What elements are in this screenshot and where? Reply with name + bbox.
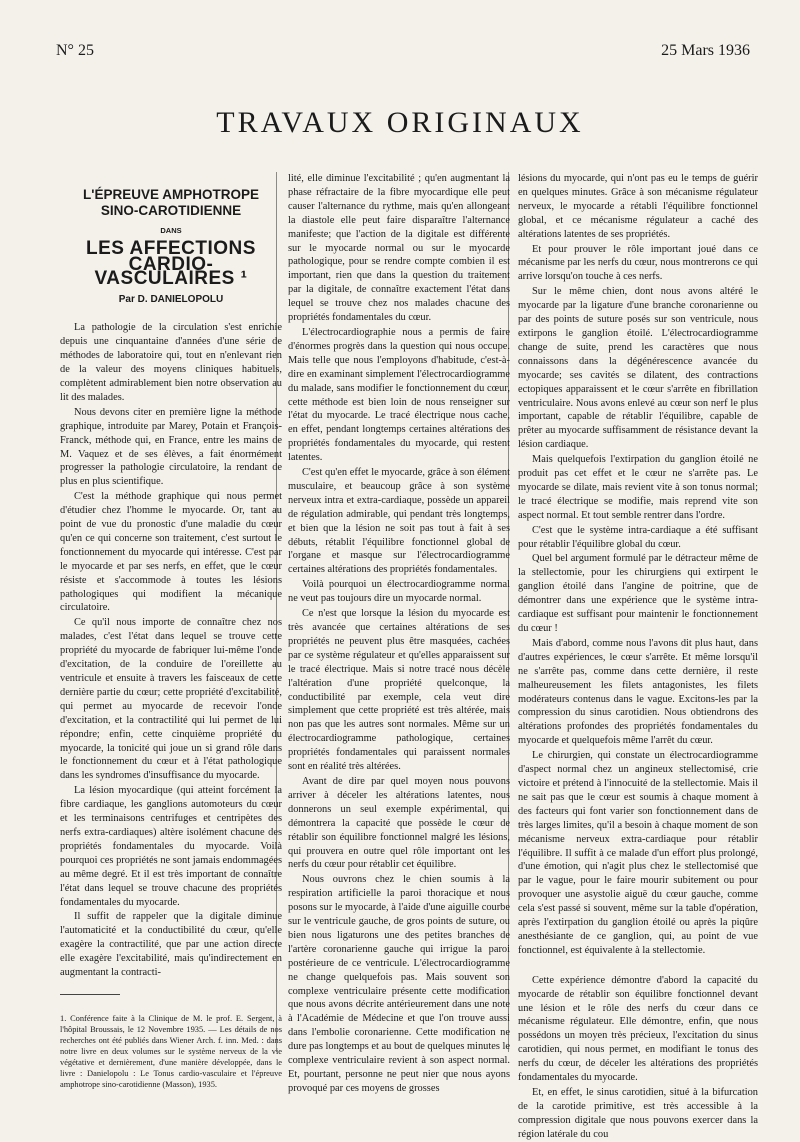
paragraph: Nous ouvrons chez le chien soumis à la respiration artificielle la paroi thoracique et nous posons sur le myocarde, à l'aide d'une aiguille courbe sur le ventricule gauche, de gros points de suture, ou bien nous ligaturons une des petites branches de l'artère coronarienne gauche qui irrigue la paroi postérieure de ce ventricule. L'électrocardiogramme ne change quelquefois pas. Mais souvent son complexe ventriculaire présente cette modification que nous avons décrite antérieurement dans une note à l'Académie de Médecine et que l'on trouve aussi dans l'embolie coronarienne. Cette modification ne dure pas longtemps et au bout de quelques minutes le complexe ventriculaire revient à son aspect normal. Et, pourtant, personne ne peut nier que nous ayons provoqué par ces moyens de grosses bbox=[288, 874, 510, 1094]
article-title: CARDIO-VASCULAIRES ¹ bbox=[94, 253, 248, 289]
paragraph: Il suffit de rappeler que la digitale diminue l'automaticité et la conductibilité du cœur, qu'elle exagère la contractilité, que par une action directe elle exagère l'excitabilité, mais qu'indirectement en augmentant la contracti- bbox=[60, 911, 282, 979]
section-title: TRAVAUX ORIGINAUX bbox=[216, 106, 584, 139]
paragraph: C'est qu'en effet le myocarde, grâce à son élément musculaire, et beaucoup grâce à son système nerveux intra et extra-cardiaque, possède un appareil de régulation admirable, qui pendant très longtemps, et bien que la lésion ne soit pas tout à fait à ses débuts, rétablit l'équilibre fonctionnel global de l'organe et masque sur l'électrocardiogramme certaines altérations des propriétés fondamentales. bbox=[288, 467, 510, 576]
article-title: LES AFFECTIONS bbox=[86, 237, 256, 259]
column-1 bbox=[60, 172, 282, 1090]
paragraph: Mais d'abord, comme nous l'avons dit plus haut, dans d'autres expériences, le cœur s'arrête. Et même lorsqu'il ne s'arrête pas, comme dans cette dernière, il reste malheureusement les filets antagonistes, les filets modérateurs contenus dans le vague. Excitons-les par la compression du sinus carotidien. Nous obtiendrons des altérations profondes des propriétés fondamentales du myocarde et quelquefois même l'arrêt du cœur. bbox=[518, 637, 758, 747]
paragraph: Mais quelquefois l'extirpation du ganglion étoilé ne produit pas cet effet et le cœur ne s'arrête pas. Le myocarde se dilate, mais revient vite à son tonus normal; le tracé électrique se modifie, mais reprend vite son aspect normal. Et tout semble rentrer dans l'ordre. bbox=[518, 454, 758, 521]
footnote-rule bbox=[60, 994, 120, 995]
paragraph: Ce qu'il nous importe de connaître chez nos malades, c'est l'état dans lequel se trouve cette propriété du myocarde de fabriquer lui-même l'onde d'excitation, de la conduire de l'oreillette au ventricule et ensuite à travers les faisceaux de cette dernière partie du cœur; cette propriété d'excitabilité, qui permet au myocarde de recevoir l'onde d'excitation, et la contractilité qui lui permet de lui répondre; enfin, cette cinquième propriété du myocarde, la tonicité qui joue un si grand rôle dans le fonctionnement du cœur et à l'état pathologique dans les syndromes d'insuffisance du myocarde. bbox=[60, 617, 282, 782]
column-3 bbox=[512, 172, 758, 1142]
footnote: 1. Conférence faite à la Clinique de M. le prof. E. Sergent, à l'hôpital Broussais, le 12 Novembre 1935. — Les détails de nos recherches ont été publiés dans Wiener Arch. f. inn. Med. : dans notre livre en deux volumes sur le système nerveux de la vie végétative et dernièrement, d'une manière développée, dans le livre : Danielopolu : Le Tonus cardio-vasculaire et l'épreuve amphotrope sino-carotidienne (Masson), 1935. bbox=[60, 1013, 282, 1089]
article-kicker: L'ÉPREUVE AMPHOTROPE bbox=[83, 187, 259, 202]
issue-date: 25 Mars 1936 bbox=[661, 42, 750, 59]
paragraph: C'est la méthode graphique qui nous permet d'étudier chez l'homme le myocarde. Or, tant au point de vue du pronostic d'une maladie du cœur qu'en ce qui concerne son traitement, c'est surtout le fonctionnement du myocarde qui intéresse. C'est par le myocarde et par ses nerfs, en effet, que le cœur résiste et s'accommode à toutes les lésions pathologiques qui modifient la mécanique circulatoire. bbox=[60, 491, 282, 614]
paragraph: Quel bel argument formulé par le détracteur même de la stellectomie, pour les chirurgiens qui extirpent le ganglion étoilé dans l'angine de poitrine, que de démontrer dans une expérience que le système intra-cardiaque est suffisant pour maintenir le fonctionnement du cœur ! bbox=[518, 553, 758, 634]
paragraph: lité, elle diminue l'excitabilité ; qu'en augmentant la phase réfractaire de la fibre myocardique elle peut causer l'alternance du rythme, mais qu'en allongeant la diastole elle peut faire disparaître l'alternance manifeste; que l'action de la digitale est différente sur le myocarde normal ou sur le myocarde pathologique, pour se rendre compte combien il est important, rien que dans la question du traitement par la digitale, de connaître exactement l'état dans lequel se trouve chez nos malades chacune des propriétés fondamentales du cœur. bbox=[288, 173, 510, 324]
paragraph-spacer bbox=[518, 958, 758, 974]
paragraph: Cette expérience démontre d'abord la capacité du myocarde de rétablir son équilibre fonctionnel devant une lésion et le rôle des nerfs du cœur dans ce mécanisme régulateur. Elle démontre, enfin, que nous possédons un moyen très précieux, l'excitation du sinus carotidien, qui nous permet, en modifiant le tonus des nerfs du cœur, de déceler les altérations des propriétés fondamentales du myocarde. bbox=[518, 974, 758, 1084]
article-author: Par D. DANIELOPOLU bbox=[118, 294, 224, 306]
paragraph: La pathologie de la circulation s'est enrichie depuis une cinquantaine d'années d'une série de méthodes de laboratoire qui, tout en n'enlevant rien de la valeur des moyens cliniques habituels, complètent admirablement bien notre observation au lit des malades. bbox=[60, 322, 282, 403]
paragraph: Nous devons citer en première ligne la méthode graphique, introduite par Marey, Potain et François-Franck, méthode qui, en France, entre les mains de M. Vaquez et de ses élèves, a fait énormément progresser la pathologie circulatoire, la rendant de plus en plus scientifique. bbox=[60, 406, 282, 488]
article-kicker: DANS bbox=[160, 225, 182, 235]
paragraph: Et, en effet, le sinus carotidien, situé à la bifurcation de la carotide primitive, est très accessible à la compression digitale que nous pouvons exercer dans la région latérale du cou bbox=[518, 1087, 758, 1140]
paragraph: Le chirurgien, qui constate un électrocardiogramme d'aspect normal chez un angineux stellectomisé, crie victoire et prétend à l'innocuité de la stellectomie. Mais il ne sait pas que le cœur est soumis à chaque moment à des facteurs qui font varier son fonctionnement dans de très larges limites, qu'il a besoin à chaque moment de son mécanisme nerveux extra-cardiaque pour rétablir l'équilibre. Il suffit à ce malade d'un effort plus prolongé, d'une émotion, qui n'agit plus chez le stellectomisé que par le vague, pour le faire mourir subitement ou pour provoquer une asystolie aiguë du cœur gauche, comme cela s'est passé si souvent, même sur la table d'opération, après l'extirpation du ganglion étoilé ou après la piqûre anesthésiante de ce ganglion, qui, au point de vue fonctionnel, est équivalente à la stellectomie. bbox=[518, 750, 758, 956]
paragraph: La lésion myocardique (qui atteint forcément la fibre cardiaque, les ganglions automoteurs du cœur et les terminaisons centrifuges et centripètes des nerfs extra-cardiaques) altère isolément chacune des propriétés fondamentales du myocarde. Voilà pourquoi ces propriétés ne sont jamais endommagées au même degré. Et il est très important de connaître l'état dans lequel se trouve chacune des propriétés fondamentales du myocarde. bbox=[60, 785, 282, 908]
paragraph: Et pour prouver le rôle important joué dans ce mécanisme par les nerfs du cœur, nous montrerons ce qui arrive lorsqu'on touche à ces nerfs. bbox=[518, 243, 758, 283]
column-2 bbox=[282, 172, 510, 1096]
paragraph: lésions du myocarde, qui n'ont pas eu le temps de guérir en quelques minutes. Grâce à son mécanisme régulateur nerveux, le myocarde a rétabli l'équilibre fonctionnel global, et ce mécanisme régulateur a caché des altérations latentes de ses propriétés. bbox=[518, 173, 758, 240]
paragraph: Ce n'est que lorsque la lésion du myocarde est très avancée que certaines altérations de ses propriétés ne peuvent plus être masquées, cachées par ce système régulateur et qu'elles apparaissent sur le tracé électrique. Mais si notre tracé nous décèle l'altération d'une propriété quelconque, la conductibilité par exemple, cela veut dire simplement que cette propriété est très altérée, mais non pas que les autres sont normales. Même sur un électrocardiogramme pathologique, certaines propriétés fondamentales qui paraissent normales sont en réalité très altérées. bbox=[288, 608, 510, 773]
article-heading bbox=[60, 188, 282, 307]
issue-number: N° 25 bbox=[56, 42, 94, 59]
article-kicker: SINO-CAROTIDIENNE bbox=[100, 202, 242, 218]
paragraph: Avant de dire par quel moyen nous pouvons arriver à déceler les altérations latentes, nous donnerons un seul exemple expérimental, qui démontrera la capacité que possède le cœur de rétablir son équilibre fonctionnel malgré les lésions, qui prouvera en outre quel rôle important ont les nerfs du cœur pour rétablir cet équilibre. bbox=[288, 775, 510, 871]
paragraph: C'est que le système intra-cardiaque a été suffisant pour rétablir l'équilibre global du cœur. bbox=[518, 524, 758, 550]
paragraph: L'électrocardiographie nous a permis de faire d'énormes progrès dans la question qui nous occupe. Mais telle que nous l'employons d'habitude, c'est-à-dire en examinant simplement l'électrocardiogramme du malade, sans modifier le fonctionnement du cœur, cette méthode est bien loin de nous renseigner sur l'état du myocarde. Le tracé électrique nous cache, en effet, pendant longtemps certaines altérations des propriétés fondamentales du myocarde, qui restent latentes. bbox=[288, 326, 510, 464]
paragraph: Sur le même chien, dont nous avons altéré le myocarde par la ligature d'une branche coronarienne ou par des points de suture posés sur son ventricule, nous extirpons le ganglion étoilé. L'électrocardiogramme change de suite, prend les caractères que nous connaissons dans la dégénérescence avancée du myocarde; ses cavités se dilatent, des contractions ectopiques apparaissent et le cœur s'arrête en fibrillation ventriculaire. Nous avons enlevé au cœur son nerf le plus important, capable de rétablir l'équilibre, capable de prêter au myocarde suffisamment de résistance devant la lésion cardiaque. bbox=[518, 286, 758, 451]
paragraph: Voilà pourquoi un électrocardiogramme normal ne veut pas toujours dire un myocarde normal. bbox=[288, 579, 510, 605]
